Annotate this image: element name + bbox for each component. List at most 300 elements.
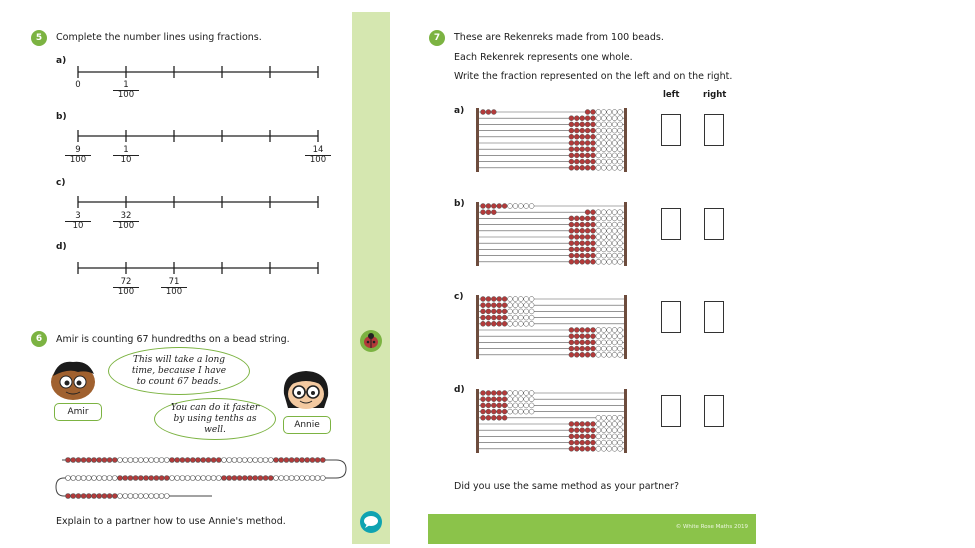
bead [591,122,596,127]
bead [596,422,601,427]
bead [227,476,232,481]
denominator: 100 [113,287,139,297]
answer-box-a-left[interactable] [661,114,681,146]
q7-label-c: c) [454,292,464,302]
fraction-c-2 [113,212,139,231]
bead [206,476,211,481]
frame-right-post [624,295,627,359]
bead [618,247,623,252]
numerator: 3 [75,211,81,221]
bead [159,476,164,481]
bead [164,458,169,463]
bead [305,476,310,481]
bead [274,476,279,481]
bead [196,476,201,481]
bead [569,247,574,252]
bead [601,110,606,115]
bead [601,247,606,252]
bead [601,241,606,246]
denominator: 10 [113,155,139,165]
bead [486,391,491,396]
bead [596,222,601,227]
bead [569,446,574,451]
bead [580,216,585,221]
bead [618,446,623,451]
bead [569,334,574,339]
bead [601,128,606,133]
bead [513,204,518,209]
bead [612,415,617,420]
bead [529,204,534,209]
bead [185,476,190,481]
bead [585,259,590,264]
bead [612,210,617,215]
bead [574,328,579,333]
bead [86,458,91,463]
bead [263,476,268,481]
bead [601,422,606,427]
bead [607,210,612,215]
bead [569,165,574,170]
numerator: 9 [75,145,81,155]
bead [502,204,507,209]
bead [596,259,601,264]
bead [97,494,102,499]
bead [591,328,596,333]
bead [159,458,164,463]
bead [596,334,601,339]
bead [216,458,221,463]
bead [612,128,617,133]
bead [612,153,617,158]
bead [618,415,623,420]
bead [596,165,601,170]
bead [66,458,71,463]
number-line-a-zero: 0 [75,80,81,90]
bead [585,334,590,339]
bead [569,434,574,439]
frame-right-post [624,108,627,172]
bead [481,309,486,314]
bead [585,422,590,427]
bead [497,315,502,320]
bead [138,476,143,481]
bead [569,340,574,345]
question-7-line-1: These are Rekenreks made from 100 beads. [454,32,664,43]
bead [502,321,507,326]
bead [607,228,612,233]
bead [618,235,623,240]
bead [529,391,534,396]
bead [591,147,596,152]
bead [607,134,612,139]
numerator: 14 [312,145,324,155]
bead [618,253,623,258]
bead [123,476,128,481]
bead [607,340,612,345]
q5-label-b: b) [56,112,67,122]
bead [164,476,169,481]
q7-label-d: d) [454,385,465,395]
bead [607,241,612,246]
bead [591,235,596,240]
bead [585,434,590,439]
amir-avatar [48,358,98,402]
bead [591,434,596,439]
bead [497,409,502,414]
bead [222,476,227,481]
bead [569,346,574,351]
bead [107,476,112,481]
bead [585,210,590,215]
bead [596,428,601,433]
bead [596,352,601,357]
bead [486,397,491,402]
bead [518,303,523,308]
bead [486,321,491,326]
bead [491,321,496,326]
bead [524,321,529,326]
bead [607,216,612,221]
bead [574,165,579,170]
bead [601,334,606,339]
bead [607,247,612,252]
bead [154,476,159,481]
frame-right-post [624,389,627,453]
bead [580,334,585,339]
bead [580,165,585,170]
bead [128,458,133,463]
bead [607,328,612,333]
bead [481,397,486,402]
bead [289,458,294,463]
bead [585,241,590,246]
answer-box-c-right[interactable] [704,301,724,333]
bead [486,303,491,308]
bead [618,440,623,445]
bead [585,352,590,357]
bead [618,428,623,433]
bead [612,235,617,240]
bead [601,222,606,227]
rekenrek-d [474,387,630,455]
bead [481,409,486,414]
numerator: 71 [168,277,180,287]
bead [524,409,529,414]
bead [71,476,76,481]
bead [601,216,606,221]
bead [569,128,574,133]
bead [518,391,523,396]
bead [596,415,601,420]
denominator: 100 [161,287,187,297]
bead [601,122,606,127]
bead [607,122,612,127]
bead [491,210,496,215]
bead [253,476,258,481]
bead [524,403,529,408]
amir-name-box: Amir [54,403,102,421]
bead [569,228,574,233]
bead [612,141,617,146]
bead [591,216,596,221]
bead [601,352,606,357]
denominator: 100 [113,221,139,231]
bead [315,458,320,463]
frame-left-post [476,295,479,359]
right-column-header: right [703,90,727,100]
question-7-line-3: Write the fraction represented on the left and on the right. [454,71,733,82]
bead [618,328,623,333]
bead [574,253,579,258]
bead [524,391,529,396]
bead [107,494,112,499]
bead [618,210,623,215]
bead [128,494,133,499]
bead [481,204,486,209]
bead [618,346,623,351]
bead [580,428,585,433]
bead [268,476,273,481]
bead [274,458,279,463]
bead [618,422,623,427]
bead [596,253,601,258]
bead [601,346,606,351]
number-line-a [78,66,318,78]
bead [263,458,268,463]
bead [580,253,585,258]
bead [618,141,623,146]
annie-speech-bubble [154,398,276,440]
number-line-b [78,130,318,142]
bead [502,415,507,420]
bead [508,403,513,408]
frame-left-post [476,202,479,266]
bead [491,204,496,209]
bead [502,303,507,308]
bead [591,440,596,445]
bead [102,476,107,481]
fraction-b-2 [113,146,139,165]
bead [591,141,596,146]
bead [513,297,518,302]
bead [612,134,617,139]
bead [497,321,502,326]
bead [612,216,617,221]
bead [481,110,486,115]
bead [211,458,216,463]
bead [580,440,585,445]
bead [486,297,491,302]
bead [591,446,596,451]
bead [569,153,574,158]
bead [607,334,612,339]
bead [591,422,596,427]
bead [502,397,507,402]
bead [580,328,585,333]
bead [138,458,143,463]
bead [569,352,574,357]
bead [513,409,518,414]
bead [76,494,81,499]
bead [607,422,612,427]
bead [591,247,596,252]
bead [491,297,496,302]
bead [190,458,195,463]
bead [497,204,502,209]
bead [529,303,534,308]
bead [596,153,601,158]
bead [591,340,596,345]
bead [591,346,596,351]
bead [279,458,284,463]
bead [201,476,206,481]
bead [580,346,585,351]
bead [175,458,180,463]
bead [607,147,612,152]
numerator: 1 [123,80,129,90]
bead [237,458,242,463]
bead [232,476,237,481]
bead [491,403,496,408]
bead [574,147,579,152]
bead [112,458,117,463]
bead [294,458,299,463]
answer-box-b-left[interactable] [661,208,681,240]
bead [612,147,617,152]
bead [497,297,502,302]
bead [502,391,507,396]
bead [585,247,590,252]
bead [574,346,579,351]
question-6-footer: Explain to a partner how to use Annie's method. [56,516,286,527]
bead [497,309,502,314]
bead [601,228,606,233]
bead [149,476,154,481]
bead [513,391,518,396]
bead [508,309,513,314]
bead [580,259,585,264]
bead [206,458,211,463]
bead [618,334,623,339]
bead [612,340,617,345]
bead [569,235,574,240]
bead [618,165,623,170]
bead [601,428,606,433]
bead [128,476,133,481]
bead [585,147,590,152]
bead [248,476,253,481]
q7-label-a: a) [454,106,465,116]
bead [596,122,601,127]
bead [591,428,596,433]
bead [92,458,97,463]
bead [481,303,486,308]
bead [596,328,601,333]
bead [518,315,523,320]
question-7-prompt: Did you use the same method as your partner? [454,481,679,492]
bead [569,159,574,164]
denominator: 100 [305,155,331,165]
bead [71,494,76,499]
bead [618,228,623,233]
bead [618,116,623,121]
bead [601,134,606,139]
ladybird-icon [359,329,383,353]
bead [502,403,507,408]
bead [196,458,201,463]
bead [486,415,491,420]
bead [569,116,574,121]
bead [569,259,574,264]
bead [601,259,606,264]
bead [518,397,523,402]
bead [580,422,585,427]
bead [175,476,180,481]
bead [232,458,237,463]
bead [618,216,623,221]
bead [486,110,491,115]
answer-box-d-left[interactable] [661,395,681,427]
bead [497,391,502,396]
bead [574,134,579,139]
bead [491,303,496,308]
bead [601,340,606,345]
bead [574,159,579,164]
bead [618,153,623,158]
bead [133,476,138,481]
bead [574,241,579,246]
answer-box-b-right[interactable] [704,208,724,240]
q5-label-d: d) [56,242,67,252]
fraction-d-2 [161,278,187,297]
bead [618,241,623,246]
bead [107,458,112,463]
question-6-number: 6 [31,331,47,347]
bead [508,397,513,402]
bead [524,297,529,302]
bead [508,321,513,326]
bead [574,259,579,264]
bead [607,440,612,445]
bead [585,446,590,451]
bead [601,165,606,170]
bead [508,391,513,396]
bead [529,309,534,314]
amir-speech-bubble [108,347,250,395]
bead [618,434,623,439]
bead [222,458,227,463]
bead [524,397,529,402]
bead [585,253,590,258]
bead [580,122,585,127]
bead [81,458,86,463]
bead [569,147,574,152]
bead [497,397,502,402]
bead [300,458,305,463]
bead [268,458,273,463]
bead [607,346,612,351]
answer-box-c-left[interactable] [661,301,681,333]
bead [601,440,606,445]
answer-box-d-right[interactable] [704,395,724,427]
answer-box-a-right[interactable] [704,114,724,146]
bead [612,428,617,433]
bead [580,134,585,139]
q5-label-c: c) [56,178,66,188]
bead [242,458,247,463]
bead [585,122,590,127]
